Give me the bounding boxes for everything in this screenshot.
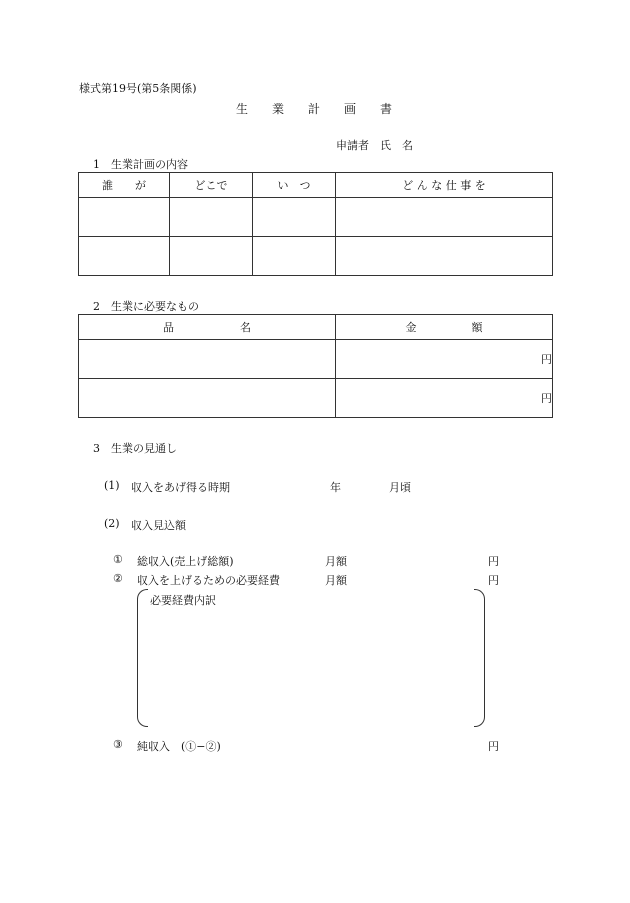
item-name-cell[interactable] — [79, 379, 336, 418]
when-cell[interactable] — [253, 237, 336, 276]
expense-breakdown-area[interactable] — [150, 610, 470, 720]
right-bracket — [474, 589, 485, 727]
monthly-label: 月額 — [325, 574, 347, 587]
item2-number: (2) — [104, 517, 120, 530]
necessary-expenses-label: 収入を上げるための必要経費 — [137, 574, 280, 587]
line2-number: ② — [113, 572, 123, 585]
yen-label: 円 — [488, 555, 499, 568]
item-name-cell[interactable] — [79, 340, 336, 379]
year-label: 年 — [330, 481, 341, 494]
work-cell[interactable] — [336, 237, 553, 276]
section2-heading: 2 生業に必要なもの — [93, 300, 199, 313]
header-who: 誰 が — [79, 173, 170, 198]
header-amount: 金 額 — [336, 315, 553, 340]
who-cell[interactable] — [79, 198, 170, 237]
header-when: い つ — [253, 173, 336, 198]
amount-cell[interactable]: 円 — [336, 379, 553, 418]
expense-breakdown-label: 必要経費内訳 — [150, 594, 216, 607]
month-label: 月頃 — [389, 481, 411, 494]
amount-cell[interactable]: 円 — [336, 340, 553, 379]
line1-number: ① — [113, 553, 123, 566]
plan-content-table — [78, 172, 553, 276]
form-number: 様式第19号(第5条関係) — [79, 82, 197, 95]
header-where: どこで — [170, 173, 253, 198]
header-item-name: 品 名 — [79, 315, 336, 340]
required-items-table — [78, 314, 553, 418]
monthly-label: 月額 — [325, 555, 347, 568]
work-cell[interactable] — [336, 198, 553, 237]
yen-label: 円 — [488, 740, 499, 753]
section3-heading: 3 生業の見通し — [93, 442, 177, 455]
left-bracket — [137, 589, 148, 727]
when-cell[interactable] — [253, 198, 336, 237]
expected-income-label: 収入見込額 — [131, 519, 186, 532]
header-what-work: ど ん な 仕 事 を — [336, 173, 553, 198]
where-cell[interactable] — [170, 237, 253, 276]
yen-label: 円 — [488, 574, 499, 587]
line3-number: ③ — [113, 738, 123, 751]
section1-heading: 1 生業計画の内容 — [93, 158, 188, 171]
item1-number: (1) — [104, 479, 120, 492]
applicant-name-label: 申請者 氏 名 — [336, 139, 413, 152]
total-income-label: 総収入(売上げ総額) — [137, 555, 234, 568]
income-timing-label: 収入をあげ得る時期 — [131, 481, 230, 494]
page-title: 生 業 計 画 書 — [236, 102, 393, 116]
where-cell[interactable] — [170, 198, 253, 237]
who-cell[interactable] — [79, 237, 170, 276]
net-income-label: 純収入 (①−②) — [137, 740, 221, 753]
